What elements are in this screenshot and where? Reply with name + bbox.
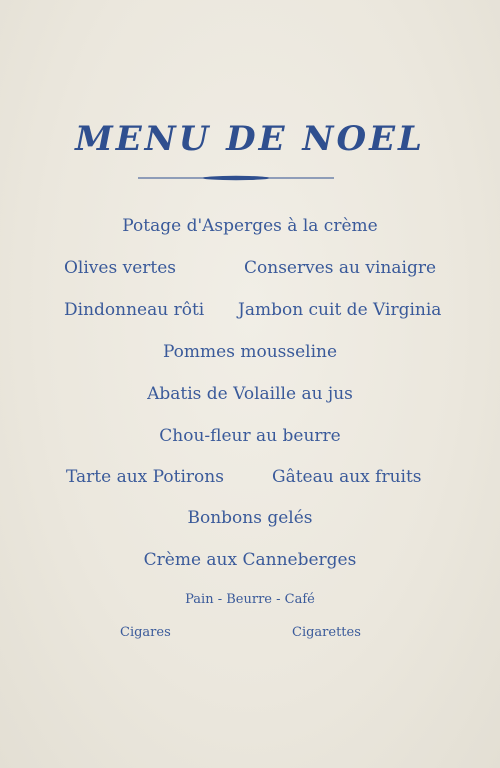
menu-item-conserves: Conserves au vinaigre bbox=[244, 258, 437, 278]
menu-title: MENU DE NOEL bbox=[75, 119, 425, 159]
menu-line-abatis bbox=[0, 386, 500, 403]
menu-item-abatis: Abatis de Volaille au jus bbox=[147, 384, 353, 404]
menu-line-creme bbox=[0, 552, 500, 569]
menu-item-jambon: Jambon cuit de Virginia bbox=[238, 300, 442, 320]
menu-item-pain: Pain - Beurre - Café bbox=[185, 592, 315, 607]
menu-item-pommes: Pommes mousseline bbox=[162, 342, 338, 362]
menu-item-tarte: Tarte aux Potirons bbox=[66, 467, 224, 487]
menu-item-cigares: Cigares bbox=[120, 625, 171, 640]
menu-item-gateau: Gâteau aux fruits bbox=[272, 467, 422, 487]
menu-line-pain bbox=[0, 593, 500, 606]
menu-item-potage: Potage d'Asperges à la crème bbox=[122, 216, 378, 236]
menu-item-creme: Crème aux Canneberges bbox=[143, 550, 357, 570]
menu-line-bonbons bbox=[0, 510, 500, 527]
menu-item-bonbons: Bonbons gelés bbox=[187, 508, 313, 528]
menu-item-chou: Chou-fleur au beurre bbox=[159, 426, 341, 446]
menu-line-pommes bbox=[0, 344, 500, 361]
menu-item-olives: Olives vertes bbox=[64, 258, 177, 278]
decorative-rule bbox=[138, 175, 334, 181]
menu-line-potage bbox=[0, 218, 500, 235]
menu-item-dindonneau: Dindonneau rôti bbox=[64, 300, 205, 320]
menu-item-cigarettes: Cigarettes bbox=[292, 625, 361, 640]
menu-line-chou bbox=[0, 428, 500, 445]
